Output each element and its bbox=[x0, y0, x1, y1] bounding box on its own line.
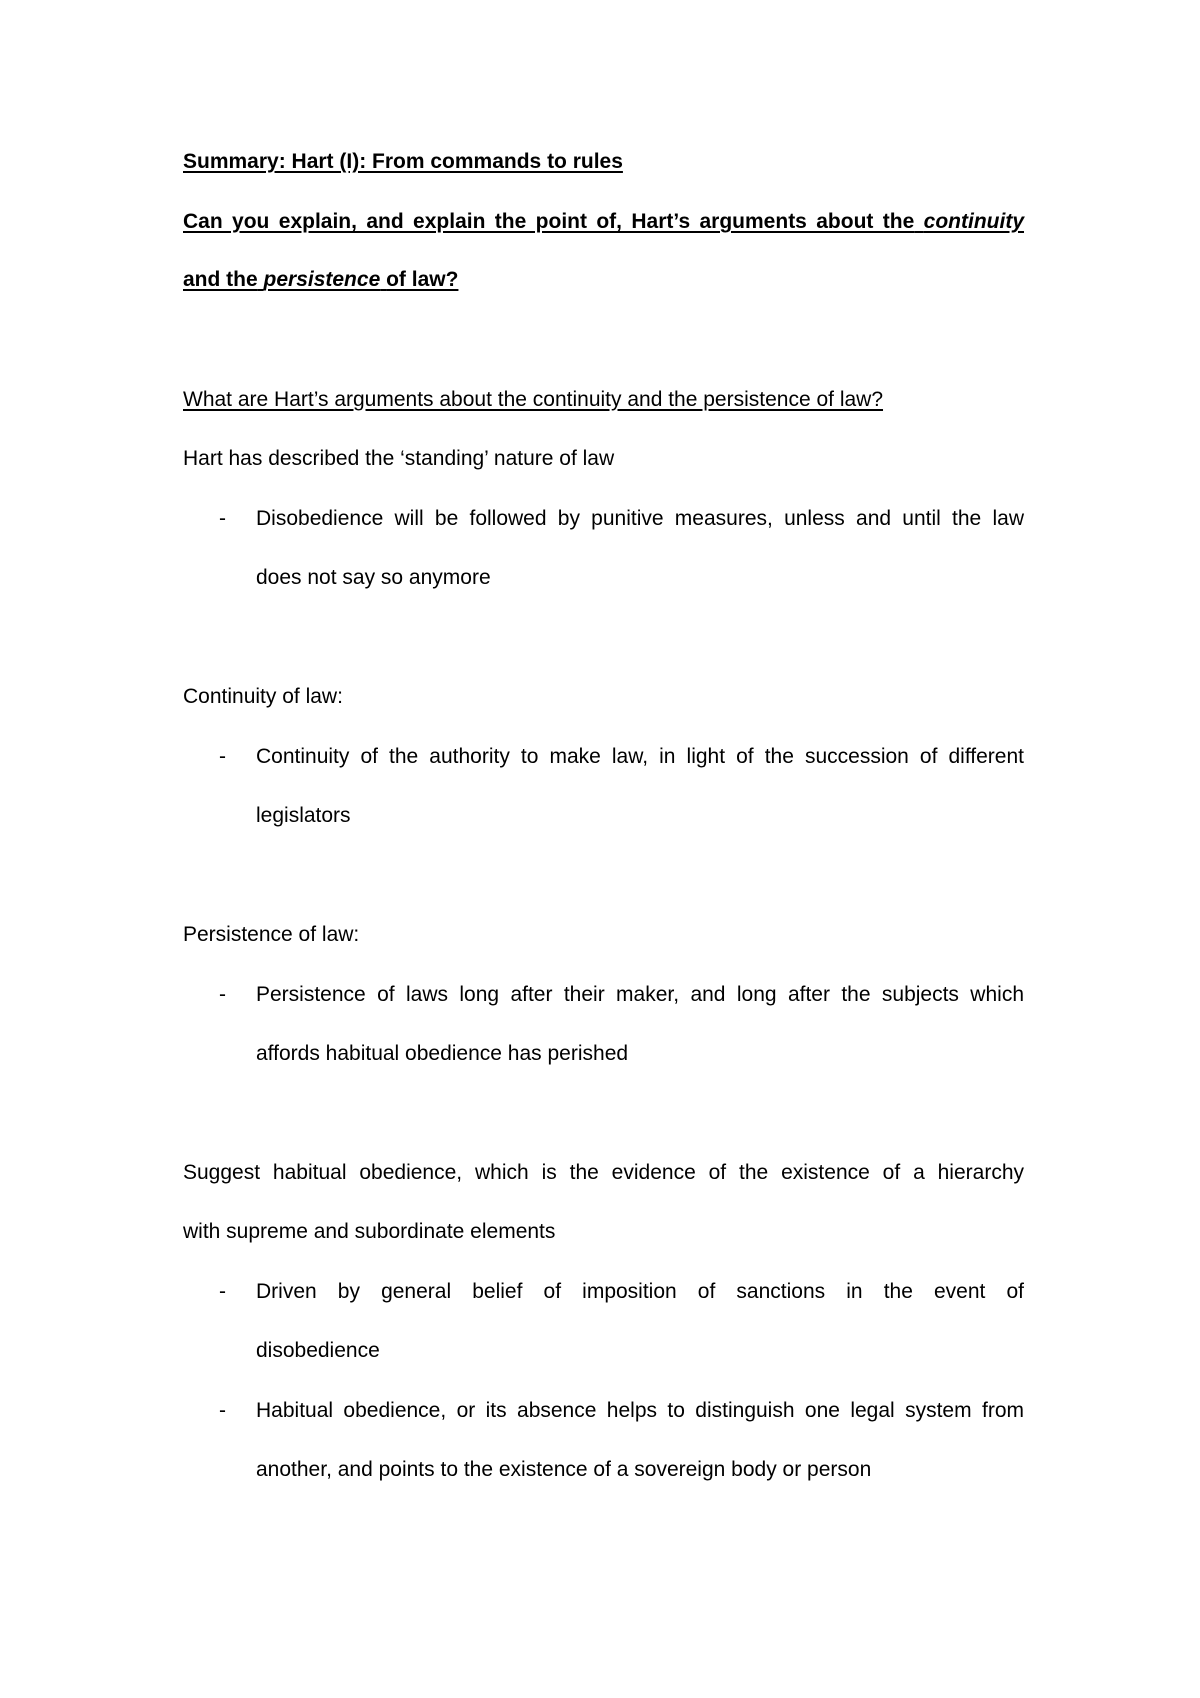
question-italic-persistence: persistence bbox=[263, 268, 381, 291]
section2-heading: Continuity of law: bbox=[183, 685, 343, 708]
section4-bullet1-line2: disobedience bbox=[256, 1339, 380, 1362]
question-italic-continuity: continuity bbox=[923, 210, 1024, 233]
section2-bullet-line1: Continuity of the authority to make law, in light of the succession of different bbox=[256, 745, 1024, 768]
question-line-1 bbox=[183, 208, 1024, 236]
section1-intro: Hart has described the ‘standing’ nature of law bbox=[183, 447, 615, 470]
section3-bullet-line1: Persistence of laws long after their maker, and long after the subjects which bbox=[256, 983, 1024, 1006]
section3-heading: Persistence of law: bbox=[183, 923, 360, 946]
question-text-part3: of law? bbox=[386, 268, 459, 291]
section1-heading: What are Hart’s arguments about the continuity and the persistence of law? bbox=[183, 388, 884, 411]
section1-bullet-line2: does not say so anymore bbox=[256, 566, 491, 589]
question-line-2 bbox=[183, 266, 458, 294]
section2-bullet-line2: legislators bbox=[256, 804, 351, 827]
bullet-dash: - bbox=[219, 983, 226, 1006]
bullet-dash: - bbox=[219, 507, 226, 530]
section4-para-line1: Suggest habitual obedience, which is the evidence of the existence of a hierarchy bbox=[183, 1161, 1024, 1184]
section4-bullet2-line2: another, and points to the existence of a sovereign body or person bbox=[256, 1458, 872, 1481]
section4-para-line2: with supreme and subordinate elements bbox=[183, 1220, 556, 1243]
question-text-part1: Can you explain, and explain the point of, Hart’s arguments about the bbox=[183, 210, 915, 233]
document-title: Summary: Hart (I): From commands to rules bbox=[183, 150, 623, 173]
section4-bullet2-line1: Habitual obedience, or its absence helps to distinguish one legal system from bbox=[256, 1399, 1024, 1422]
section1-bullet-line1: Disobedience will be followed by punitive measures, unless and until the law bbox=[256, 507, 1024, 530]
section4-bullet1-line1: Driven by general belief of imposition of sanctions in the event of bbox=[256, 1280, 1024, 1303]
bullet-dash: - bbox=[219, 1399, 226, 1422]
section3-bullet-line2: affords habitual obedience has perished bbox=[256, 1042, 629, 1065]
bullet-dash: - bbox=[219, 1280, 226, 1303]
question-text-part2: and the bbox=[183, 268, 258, 291]
bullet-dash: - bbox=[219, 745, 226, 768]
